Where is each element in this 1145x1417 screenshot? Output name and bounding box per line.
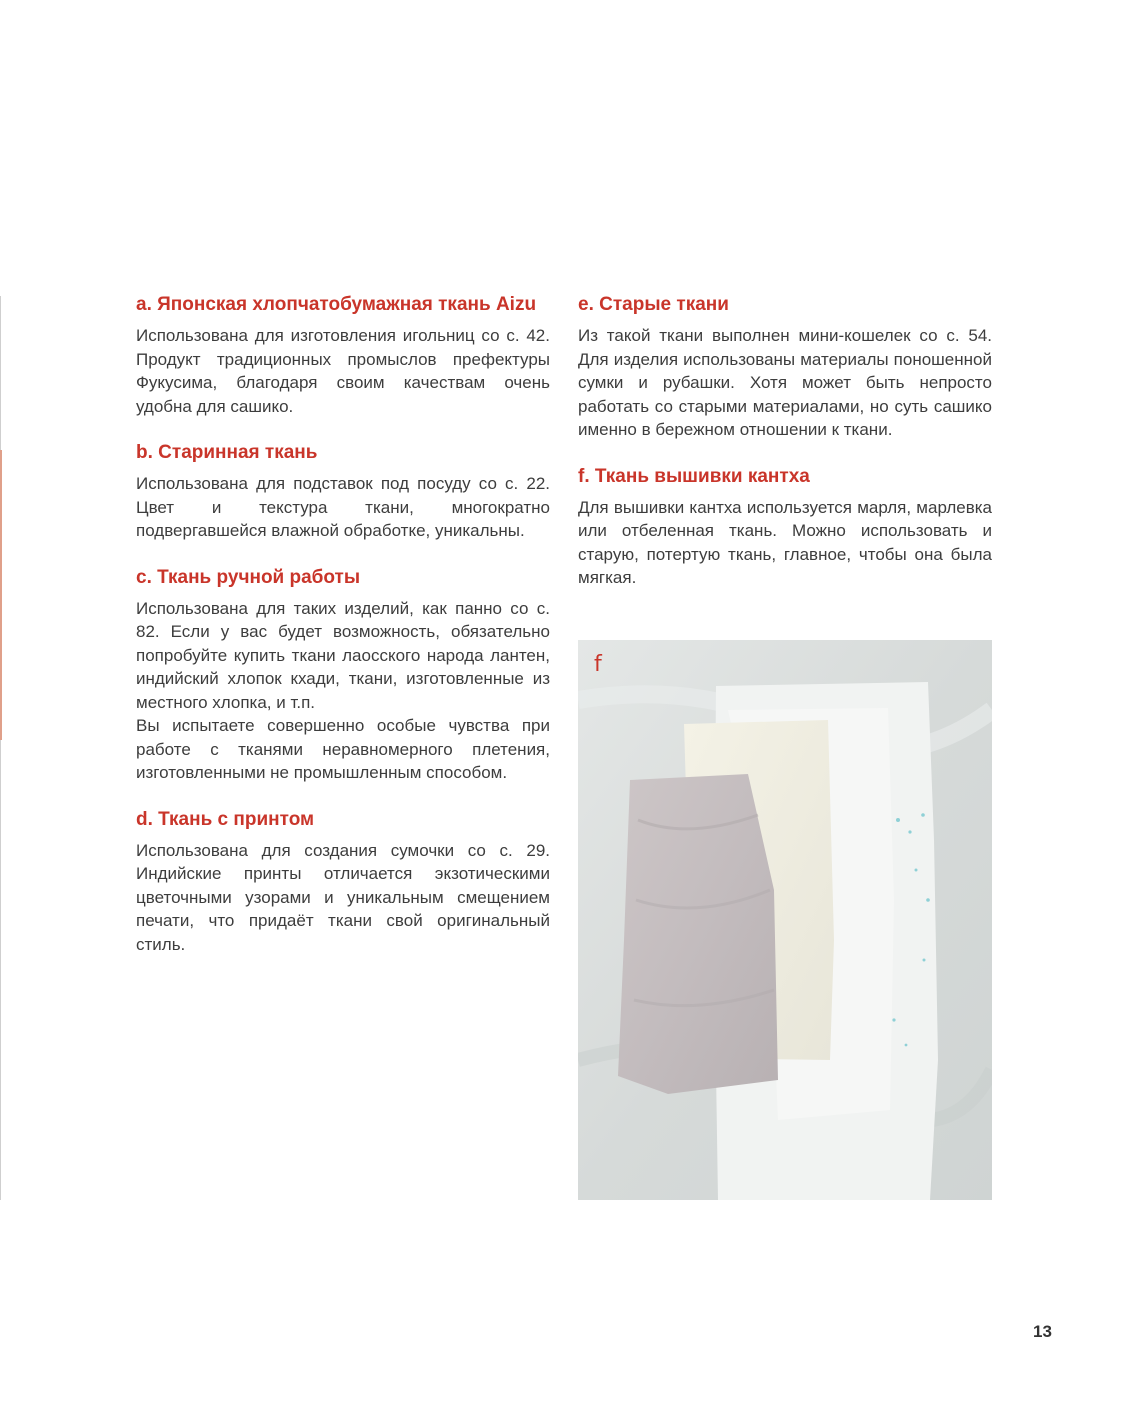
paragraph: Использована для таких изделий, как панно со с. 82. Если у вас будет возможность, обязательно попробуйте купить ткани лаосского народа лантен, индийский хлопок кхади, ткани, изготовленные из местного хлопка, и т.п. [136,598,550,712]
section-c [136,565,550,785]
section-title: e. Старые ткани [578,294,729,315]
page-edge-line [0,740,1,1200]
section-body [578,496,992,590]
section-title: c. Ткань ручной работы [136,566,361,588]
section-body [136,597,550,785]
section-a [136,292,550,418]
paragraph: Использована для изготовления игольниц со с. 42. Продукт традиционных промыслов префектуры Фукусима, благодаря своим качествам очень удобна для сашико. [136,326,550,416]
paragraph: Для вышивки кантха используется марля, марлевка или отбеленная ткань. Можно использовать и старую, потертую ткань, главное, чтобы она была мягкая. [578,497,992,587]
page-edge-accent [0,450,2,740]
section-title: a. Японская хлопчатобумажная ткань Aizu [136,294,537,315]
fabric-photo-illustration [578,640,992,1200]
page-number: 13 [1033,1322,1052,1341]
section-body [136,839,550,957]
fabric-photo [578,640,992,1200]
paragraph: Из такой ткани выполнен мини-кошелек со с. 54. Для изделия использованы материалы поношенной сумки и рубашки. Хотя может быть непросто работать со старыми материалами, но суть сашико именно в бережном отношении к ткани. [578,326,992,439]
section-d [136,807,550,957]
section-b [136,440,550,543]
section-body [136,472,550,543]
section-f [578,464,992,590]
section-e [578,292,992,442]
section-title: d. Ткань с принтом [136,808,315,830]
section-body [136,324,550,418]
right-column [578,292,992,612]
section-title: b. Старинная ткань [136,442,318,463]
left-column [136,292,550,978]
paragraph: Использована для создания сумочки со с. 29. Индийские принты отличается экзотическими цветочными узорами и уникальным смещением печати, что придаёт ткани свой оригинальный стиль. [136,840,550,954]
paragraph: Вы испытаете совершенно особые чувства при работе с тканями неравномерного плетения, изготовленными не промышленным способом. [136,716,550,782]
section-title: f. Ткань вышивки кантха [578,465,810,487]
page-edge-line [0,296,1,450]
section-body [578,324,992,442]
photo-label: f [594,652,602,677]
paragraph: Использована для подставок под посуду со с. 22. Цвет и текстура ткани, многократно подвергавшейся влажной обработке, уникальны. [136,474,550,540]
